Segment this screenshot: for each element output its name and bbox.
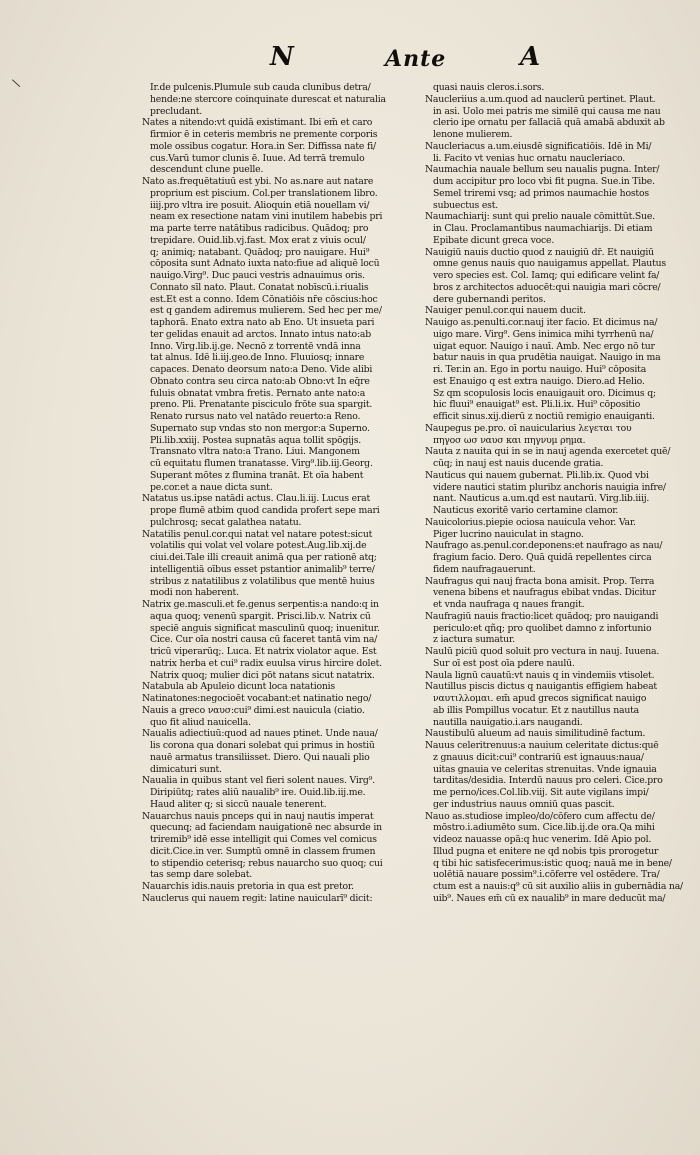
- text-line: firmior ē in ceteris membris ne premente corporis: [150, 129, 378, 140]
- text-line: pulchrosq; secat galathea natatu.: [150, 516, 302, 528]
- text-line: modi non haberent.: [150, 587, 239, 599]
- text-line: Piger lucrino nauiculat in stagno.: [433, 528, 584, 540]
- text-line: Illud pugna et enitere ne qd nobis tpis prorogetur: [433, 845, 659, 857]
- text-line: neam ex resectione natam vini inutilem habebis pri: [150, 211, 383, 223]
- text-line: proprium est piscium. Col.per translationem libro.: [150, 187, 378, 199]
- text-line: Pli.lib.xxiij. Postea supnatās aqua tollit spōgijs.: [150, 434, 362, 446]
- text-line: uitas gnauia ve celeritas strenuitas. Vnde ignauia: [433, 763, 657, 775]
- text-line: q; animiq; natabant. Quādoq; pro nauigare. Hui⁹: [150, 246, 370, 258]
- text-line: fidem naufragauerunt.: [433, 563, 536, 575]
- text-line: Naumachia nauale bellum seu naualis pugna. Inter/: [425, 164, 660, 176]
- text-line: uigat equor. Nauigo i nauī. Amb. Nec ergo nō tur: [433, 340, 655, 352]
- text-line: fragium facio. Dero. Quā quidā repellentes circa: [433, 552, 652, 563]
- left-text-column: [142, 82, 418, 905]
- text-line: stribus z natatilibus z volatilibus que mentē huius: [150, 575, 375, 587]
- text-line: z iactura sumatur.: [433, 634, 515, 646]
- text-line: ctum est a nauis:q⁹ cū sit auxilio aliis in gubernādia na/: [433, 881, 683, 892]
- text-line: ter gelidas enauit ad arctos. Innato intus nato:ab: [150, 328, 371, 340]
- header-word: Ante: [385, 46, 447, 72]
- text-line: Ir.de pulcenis.Plumule sub cauda clunibus detra/: [150, 82, 371, 93]
- text-line: speciē anguis significat masculinū quoq; inuenitur.: [150, 622, 380, 634]
- text-line: ναυτιλλομαι. em̄ apud grecos significat nauigo: [433, 693, 647, 704]
- text-line: Naufragus qui nauj fracta bona amisit. Prop. Terra: [425, 575, 655, 587]
- text-line: Nates a nitendo:vt quidā existimant. Ibi em̄ et caro: [142, 117, 373, 129]
- text-line: preno. Pli. Prenatante pisciculo frōte sua spargit.: [150, 399, 373, 411]
- text-line: dere gubernandi peritos.: [433, 293, 546, 305]
- text-line: in Clau. Proclamantibus naumachiarijs. Di etiam: [433, 223, 653, 234]
- text-line: pe.cor.et a naue dicta sunt.: [150, 481, 273, 493]
- text-line: aqua quoq; venenū spargit. Prisci.lib.v. Natrix cū: [150, 610, 371, 622]
- text-line: videre nautici statim pluribz anchoris nauigia infre/: [433, 481, 666, 493]
- text-line: Semel triremi vsq; ad primos naumachie hostos: [433, 187, 649, 199]
- text-line: Nauta z nauita qui in se in nauj agenda exercetet quē/: [425, 446, 671, 458]
- text-line: volatilis qui volat vel volare potest.Aug.lib.xij.de: [150, 540, 367, 552]
- text-line: taphorā. Enato extra nato ab Eno. Ut insueta pari: [150, 317, 375, 328]
- text-line: Natrix quoq; mulier dici pōt natans sicut natatrix.: [150, 669, 375, 681]
- text-line: ri. Ter.in an. Ego in portu nauigo. Hui⁹ cōposita: [433, 364, 647, 375]
- text-line: nauigo.Virg⁹. Duc pauci vestris adnauimus oris.: [150, 270, 365, 281]
- text-line: Nato as.frequētatiuū est ybi. No as.nare aut natare: [142, 176, 374, 187]
- text-line: mōstro.i.adiumēto sum. Cice.lib.ij.de ora.Qa mihi: [433, 822, 655, 834]
- text-line: Epibate dicunt greca voce.: [433, 234, 555, 246]
- header-right-letter: A: [520, 42, 542, 72]
- text-line: Naualis adiectiuū:quod ad naues ptinet. Unde naua/: [142, 728, 378, 740]
- text-line: Cice. Cur oīa nostri causa cū faceret tantā vim na/: [150, 634, 378, 646]
- text-line: uib⁹. Naues em̄ cū ex naualib⁹ in mare deducūt ma/: [433, 892, 666, 904]
- text-line: cūq; in nauj est nauis ducende gratia.: [433, 458, 604, 469]
- text-line: lis corona qua donari solebat qui primus in hostiū: [150, 740, 375, 751]
- text-line: natrix herba et cui⁹ radix euulsa virus hircire dolet.: [150, 657, 382, 669]
- text-line: Diripiūtq; rates aliū naualib⁹ ire. Ouid.lib.iij.me.: [150, 787, 366, 798]
- running-header: [0, 42, 700, 82]
- text-line: Natabula ab Apuleio dicunt loca natationis: [142, 681, 335, 693]
- text-line: tas semp dare solebat.: [150, 869, 253, 881]
- text-line: venena bibens et naufragus ebibat vndas. Dicitur: [433, 587, 656, 599]
- text-line: vero species est. Col. Iamq; qui edificare velint fa/: [433, 270, 660, 281]
- text-line: to stipendio ceterisq; rebus nauarcho suo quoq; cui: [150, 857, 383, 869]
- text-line: Superant mōtes z flumina tranāt. Et oīa habent: [150, 469, 364, 481]
- text-line: Natatus us.ipse natādi actus. Clau.li.iij. Lucus erat: [142, 493, 371, 505]
- text-line: Natatilis penul.cor.qui natat vel natare potest:sicut: [142, 528, 373, 540]
- text-line: Naula lignū cauatū:vt nauis q in vindemiis vtisolet.: [425, 669, 655, 681]
- text-line: clerio ipe ornatu per fallaciā quā amabā abduxit ab: [433, 117, 665, 129]
- text-line: et vnda naufraga q naues frangit.: [433, 599, 585, 610]
- text-line: fuluis obnatat vmbra fretis. Pernato ante nato:a: [150, 387, 366, 399]
- text-line: subuectus est.: [433, 199, 499, 211]
- text-line: tricū viperarūq;. Luca. Et natrix violator aque. Est: [150, 646, 377, 657]
- text-line: Nauigiū nauis ductio quod z nauigiū dr̄. Et nauigiū: [425, 246, 654, 258]
- text-line: Nauiger penul.cor.qui nauem ducit.: [425, 305, 586, 317]
- text-line: est q gandem adiremus mulierem. Sed hec per me/: [150, 305, 382, 317]
- text-line: ab illis Pompillus vocatur. Et z nautillus nauta: [433, 704, 640, 716]
- text-line: Nauarchis idis.nauis pretoria in qua est pretor.: [142, 881, 354, 892]
- text-line: Naustibulū alueum ad nauis similitudinē factum.: [425, 728, 646, 740]
- text-line: Nauticus exoritē vario certamine clamor.: [433, 505, 619, 516]
- text-line: q tibi hic satisfecerimus:istic quoq; nauā me in bene/: [433, 857, 672, 869]
- text-line: capaces. Denato deorsum nato:a Deno. Vide alibi: [150, 364, 373, 375]
- text-line: tat alnus. Idē li.iij.geo.de Inno. Fluuiosq; innare: [150, 352, 365, 364]
- text-line: Nauarchus nauis pnceps qui in nauj nautis imperat: [142, 810, 374, 822]
- text-line: Transnato vltra nato:a Trano. Liui. Mangonem: [150, 446, 360, 458]
- text-line: cū equitatu flumen tranatasse. Virg⁹.lib.iij.Georg.: [150, 458, 373, 469]
- text-line: tarditas/desidia. Interdū nauus pro celeri. Cice.pro: [433, 775, 663, 787]
- text-line: lenone mulierem.: [433, 129, 513, 140]
- text-line: Naucleriius a.um.quod ad nauclerū pertinet. Plaut.: [425, 93, 656, 105]
- text-line: dicit.Cice.in ver. Sumptū omnē in classem frumen: [150, 845, 376, 857]
- text-line: iiij.pro vltra ire posuit. Alioquin etiā nouellam vi/: [150, 199, 370, 211]
- text-line: Nauigo as.penulti.cor.nauj iter facio. Et dicimus na/: [425, 317, 658, 328]
- text-line: quecunq; ad faciendam nauigationē nec absurde in: [150, 822, 382, 834]
- text-line: Supernato sup vndas sto non mergor:a Superno.: [150, 422, 370, 434]
- text-line: dum accipitur pro loco vbi fit pugna. Sue.in Tibe.: [433, 176, 655, 187]
- text-line: li. Facito vt venias huc ornatu naucleriaco.: [433, 152, 625, 164]
- text-line: cōposita sunt Adnato iuxta nato:fiue ad aliquē locū: [150, 258, 380, 270]
- text-line: quasi nauis cleros.i.sors.: [433, 82, 545, 93]
- text-line: in asi. Uolo mei patris me similē qui causa me nau: [433, 105, 661, 117]
- text-line: me perno/ices.Col.lib.viij. Sit aute vigilans impi/: [433, 787, 649, 798]
- text-line: uolētiā nauare possim⁹.i.cōferre vel ostēdere. Tra/: [433, 869, 660, 881]
- text-line: Haud aliter q; si siccū nauale tenerent.: [150, 798, 327, 810]
- text-line: descendunt clune puelle.: [150, 164, 264, 176]
- text-line: Nauticus qui nauem gubernat. Pli.lib.ix. Quod vbi: [425, 469, 649, 481]
- text-line: periculo:et qñq; pro quolibet damno z infortunio: [433, 622, 652, 634]
- text-line: Nauus celeritrenuus:a nauium celeritate dictus:quē: [425, 740, 659, 751]
- text-line: Naufrago as.penul.cor.deponens:et naufrago as nau/: [425, 540, 663, 552]
- text-line: bros z architectos aduocēt:qui nauigia mari cōcre/: [433, 281, 661, 293]
- text-line: trepidare. Ouid.lib.vj.fast. Mox erat z viuis ocul/: [150, 234, 366, 246]
- text-line: omne genus nauis quo nauigamus appellat. Plautus: [433, 258, 666, 270]
- right-text-column: [425, 82, 687, 905]
- text-line: uigo mare. Virg⁹. Gens inimica mihi tyrrhenū na/: [433, 328, 654, 340]
- text-line: Naupegus pe.pro. oī nauicularius λεγεται του: [425, 422, 632, 434]
- text-line: Obnato contra seu circa nato:ab Obno:vt In eq̄re: [150, 375, 370, 387]
- text-line: hic fluui⁹ enauigat⁹ est. Pli.li.ix. Hui⁹ cōpositio: [433, 399, 641, 411]
- text-line: quo fit aliud nauicella.: [150, 716, 251, 728]
- text-line: Nauicolorius.piepie ociosa nauicula vehor. Var.: [425, 516, 636, 528]
- text-line: ma parte terre natātibus radicibus. Quādoq; pro: [150, 223, 369, 234]
- text-line: ger industrius nauus omniū quas pascit.: [433, 798, 615, 810]
- text-line: Naulū piciū quod soluit pro vectura in nauj. Iuuena.: [425, 646, 660, 657]
- text-line: intelligentiā oībus esset pstantior animalib⁹ terre/: [150, 563, 375, 575]
- text-line: Natrix ge.masculi.et fe.genus serpentis:a nando:q in: [142, 599, 379, 610]
- text-line: hende:ne stercore coinquinate durescat et naturalia: [150, 93, 386, 105]
- text-line: triremib⁹ idē esse intelligit qui Comes vel comicus: [150, 834, 377, 845]
- text-line: nauē armatus transiliisset. Diero. Qui nauali plio: [150, 751, 370, 763]
- text-line: Nauis a greco ναυσ:cui⁹ dimi.est nauicula (ciatio.: [142, 704, 365, 716]
- text-line: prope flumē atbim quod candida profert sepe mari: [150, 505, 380, 516]
- text-line: nautilla nauigatio.i.ars naugandi.: [433, 716, 583, 728]
- text-line: πηγοσ ωσ ναυσ και πηγνυμ ρημα.: [433, 434, 586, 446]
- text-line: Naualia in quibus stant vel fieri solent naues. Virg⁹.: [142, 775, 375, 787]
- text-line: Inno. Virg.lib.ij.ge. Necnō z torrentē vndā inna: [150, 340, 361, 352]
- text-line: Naucleriacus a.um.eiusdē significatiōis. Idē in Mi/: [425, 140, 652, 152]
- text-line: est.Et est a conno. Idem Cōnatiōis nr̄e cōscius:hoc: [150, 293, 378, 305]
- text-line: efficit sinus.xij.dierū z noctiū remigio enauiganti.: [433, 411, 655, 422]
- text-line: Nauo as.studiose impleo/do/cōfero cum affectu de/: [425, 810, 655, 822]
- text-line: Naumachiarij: sunt qui prelio nauale cōmittūt.Sue.: [425, 211, 655, 223]
- text-line: Renato rursus nato vel natādo reuerto:a Reno.: [150, 411, 361, 422]
- header-left-letter: N: [270, 42, 295, 72]
- text-line: cus.Varū tumor clunis ē. Iuue. Ad terrā tremulo: [150, 152, 365, 164]
- text-line: z gnauus dicit:cui⁹ contrariū est ignauus:naua/: [433, 751, 644, 763]
- text-line: Connato sīl nato. Plaut. Conatat nobīscū.i.riualis: [150, 281, 369, 293]
- text-line: Nauclerus qui nauem regit: latine nauicularī⁹ dicit:: [142, 892, 373, 904]
- text-line: dimicaturi sunt.: [150, 763, 222, 775]
- text-line: est Enauigo q est extra nauigo. Diero.ad Helio.: [433, 375, 645, 387]
- text-line: batur nauis in qua prudētia nauigat. Nauigo in ma: [433, 352, 661, 364]
- text-line: Naufragiū nauis fractio:licet quādoq; pro nauigandi: [425, 610, 659, 622]
- text-line: mole ossibus cogatur. Hora.in Ser. Diffissa nate fi/: [150, 140, 376, 152]
- text-line: Natinatones:negocioēt vocabant:et natinatio nego/: [142, 693, 372, 704]
- text-line: precludant.: [150, 105, 203, 117]
- text-line: Sz qm scopulosis locis enauigauit oro. Dicimus q;: [433, 387, 656, 399]
- text-line: Sur oī est post oīa pdere naulū.: [433, 657, 575, 669]
- text-line: nant. Nauticus a.um.qd est nautarū. Virg.lib.iiij.: [433, 493, 650, 505]
- text-line: ciui.dei.Tale illi creauit animā qua per rationē atq;: [150, 552, 377, 563]
- margin-mark: \: [10, 75, 22, 91]
- text-line: Nautillus piscis dictus q nauigantis effigiem habeat: [425, 681, 657, 693]
- text-line: videoz nauasse opā:q huc venerim. Idē Apio pol.: [433, 834, 652, 845]
